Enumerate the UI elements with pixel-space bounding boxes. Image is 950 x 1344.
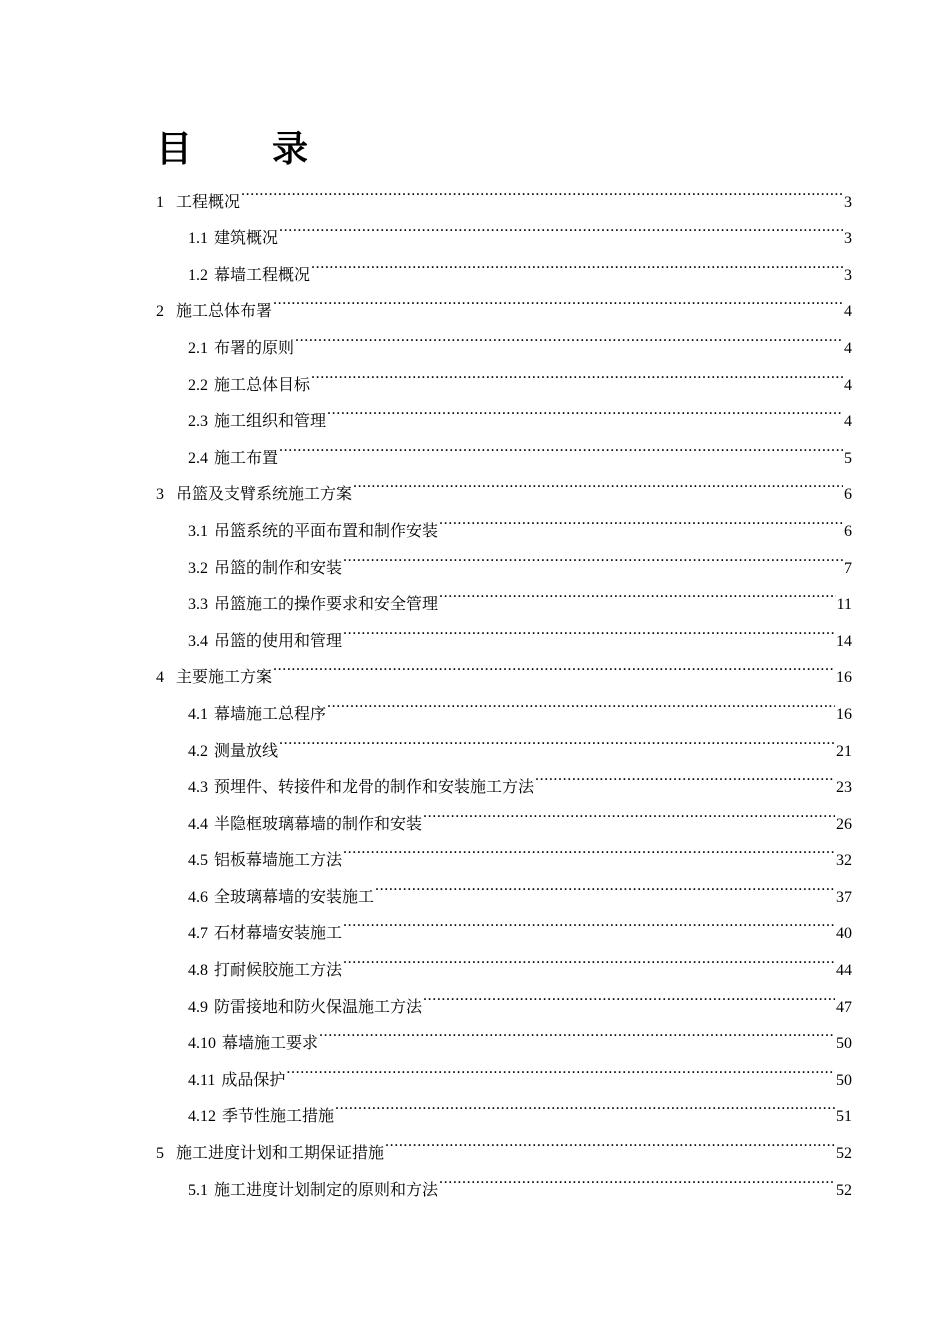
toc-page-number: 52 — [836, 1181, 852, 1199]
toc-page-number: 3 — [844, 230, 852, 248]
toc-page-number: 14 — [836, 632, 852, 650]
toc-entry-number: 4.8 — [188, 962, 208, 980]
dot-leader — [439, 499, 843, 536]
toc-entry-title: 吊篮的使用和管理 — [214, 632, 343, 650]
toc-page-number: 37 — [836, 888, 852, 906]
dot-leader — [385, 1121, 835, 1158]
toc-page-number: 21 — [836, 742, 852, 760]
dot-leader — [295, 316, 843, 353]
toc-entry-title: 铝板幕墙施工方法 — [214, 852, 343, 870]
toc-entry-title: 施工总体目标 — [214, 376, 311, 394]
toc-entry-number: 4.7 — [188, 925, 208, 943]
toc-page-number: 5 — [844, 449, 852, 467]
dot-leader — [375, 865, 835, 902]
page-title: 目 录 — [156, 129, 331, 170]
dot-leader — [343, 609, 835, 646]
dot-leader — [343, 829, 835, 866]
toc-entry-number: 4.11 — [188, 1071, 216, 1089]
toc-entry-number: 2 — [156, 303, 164, 321]
toc-entry-number: 4.4 — [188, 815, 208, 833]
toc-entry-title: 成品保护 — [221, 1071, 286, 1089]
toc-entry-title: 幕墙施工要求 — [222, 1035, 319, 1053]
toc-entry-title: 吊篮施工的操作要求和安全管理 — [214, 596, 439, 614]
toc-page-number: 6 — [844, 486, 852, 504]
dot-leader — [343, 902, 835, 939]
dot-leader — [311, 353, 843, 390]
toc-entry-title: 施工进度计划制定的原则和方法 — [214, 1181, 439, 1199]
dot-leader — [353, 463, 843, 500]
dot-leader — [273, 646, 835, 683]
toc-page-number: 50 — [836, 1035, 852, 1053]
toc-entry-number: 4.9 — [188, 998, 208, 1016]
toc-page-number: 32 — [836, 852, 852, 870]
toc-entry-number: 2.2 — [188, 376, 208, 394]
dot-leader — [535, 756, 835, 793]
toc-entry-title: 幕墙工程概况 — [214, 266, 311, 284]
toc-entry-number: 5 — [156, 1145, 164, 1163]
dot-leader — [423, 975, 835, 1012]
dot-leader — [279, 207, 843, 244]
toc-entry-title: 半隐框玻璃幕墙的制作和安装 — [214, 815, 423, 833]
toc-entry-number: 3.4 — [188, 632, 208, 650]
toc-page-number: 11 — [836, 596, 852, 614]
toc-entry-number: 2.3 — [188, 413, 208, 431]
toc-entry-number: 4.5 — [188, 852, 208, 870]
dot-leader — [423, 792, 835, 829]
dot-leader — [343, 536, 843, 573]
toc-entry-number: 2.4 — [188, 449, 208, 467]
toc-entry-title: 吊篮系统的平面布置和制作安装 — [214, 522, 439, 540]
toc-page-number: 44 — [836, 962, 852, 980]
toc-page-number: 3 — [844, 193, 852, 211]
toc-entry-title: 幕墙施工总程序 — [214, 705, 327, 723]
toc-entry-number: 5.1 — [188, 1181, 208, 1199]
toc-entry-number: 4.6 — [188, 888, 208, 906]
toc-page-number: 4 — [844, 376, 852, 394]
toc-entry-title: 施工组织和管理 — [214, 413, 327, 431]
dot-leader — [319, 1012, 835, 1049]
toc-page-number: 51 — [836, 1108, 852, 1126]
toc-section-entry[interactable] — [156, 170, 852, 211]
toc-entry-title: 吊篮的制作和安装 — [214, 559, 343, 577]
toc-page-number: 16 — [836, 705, 852, 723]
dot-leader — [279, 719, 835, 756]
dot-leader — [327, 390, 843, 427]
toc-page-number: 4 — [844, 413, 852, 431]
dot-leader — [279, 426, 843, 463]
toc-page-number: 7 — [844, 559, 852, 577]
toc-page-number: 40 — [836, 925, 852, 943]
toc-page-number: 50 — [836, 1071, 852, 1089]
toc-entry-number: 3.1 — [188, 522, 208, 540]
toc-entry-number: 1.1 — [188, 230, 208, 248]
toc-entry-title: 季节性施工措施 — [222, 1108, 335, 1126]
toc-entry-number: 1.2 — [188, 266, 208, 284]
toc-entry-title: 施工总体布署 — [176, 303, 273, 321]
dot-leader — [327, 682, 835, 719]
toc-page-number: 6 — [844, 522, 852, 540]
dot-leader — [241, 170, 843, 207]
dot-leader — [311, 243, 843, 280]
dot-leader — [273, 280, 843, 317]
toc-page-number: 26 — [836, 815, 852, 833]
dot-leader — [335, 1085, 835, 1122]
toc-entry-title: 打耐候胶施工方法 — [214, 962, 343, 980]
toc-page-number: 23 — [836, 779, 852, 797]
table-of-contents — [156, 170, 852, 1199]
toc-entry-number: 1 — [156, 193, 164, 211]
toc-entry-title: 测量放线 — [214, 742, 279, 760]
toc-entry-number: 3 — [156, 486, 164, 504]
toc-entry-number: 3.3 — [188, 596, 208, 614]
dot-leader — [343, 938, 835, 975]
toc-entry-title: 石材幕墙安装施工 — [214, 925, 343, 943]
toc-entry-title: 主要施工方案 — [176, 669, 273, 687]
dot-leader — [286, 1048, 835, 1085]
toc-entry-number: 4 — [156, 669, 164, 687]
toc-entry-title: 施工布置 — [214, 449, 279, 467]
dot-leader — [439, 573, 836, 610]
toc-entry-number: 4.3 — [188, 779, 208, 797]
toc-page-number: 47 — [836, 998, 852, 1016]
toc-entry-number: 4.12 — [188, 1108, 216, 1126]
toc-entry-title: 工程概况 — [176, 193, 241, 211]
dot-leader — [439, 1158, 835, 1195]
toc-entry-title: 布署的原则 — [214, 339, 295, 357]
toc-entry-number: 4.10 — [188, 1035, 216, 1053]
toc-page-number: 3 — [844, 266, 852, 284]
toc-page-number: 52 — [836, 1145, 852, 1163]
toc-entry-number: 2.1 — [188, 339, 208, 357]
toc-entry-title: 全玻璃幕墙的安装施工 — [214, 888, 375, 906]
toc-entry-title: 施工进度计划和工期保证措施 — [176, 1145, 385, 1163]
toc-entry-title: 吊篮及支臂系统施工方案 — [176, 486, 353, 504]
toc-entry-number: 4.2 — [188, 742, 208, 760]
toc-entry-title: 防雷接地和防火保温施工方法 — [214, 998, 423, 1016]
toc-page-number: 4 — [844, 303, 852, 321]
toc-entry-title: 建筑概况 — [214, 230, 279, 248]
toc-entry-number: 3.2 — [188, 559, 208, 577]
toc-entry-number: 4.1 — [188, 705, 208, 723]
toc-subsection-entry[interactable] — [156, 207, 852, 248]
toc-entry-title: 预埋件、转接件和龙骨的制作和安装施工方法 — [214, 779, 535, 797]
toc-page-number: 4 — [844, 339, 852, 357]
toc-page-number: 16 — [836, 669, 852, 687]
